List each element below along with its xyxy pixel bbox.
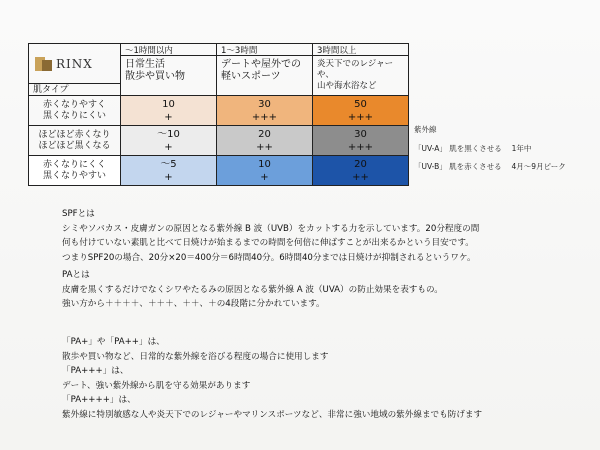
usage-line: 「PA++++」は、 <box>62 395 136 406</box>
row-label-line: ほどほど黒くなる <box>38 140 111 151</box>
pa-line: 皮膚を黒くするだけでなくシワやたるみの原因となる紫外線 A 波（UVA）の防止効果を表すもの。 <box>62 284 443 295</box>
spf-value: 30 <box>354 128 367 140</box>
cell-r2-c1 <box>121 126 217 156</box>
pa-value: + <box>164 171 173 183</box>
column-desc-3 <box>313 56 408 96</box>
row-label-line: 黒くなりやすい <box>42 170 106 181</box>
column-desc-2 <box>217 56 313 96</box>
row-label-1 <box>29 96 121 126</box>
column-desc-line: 山や海水浴など <box>317 81 377 91</box>
pa-title: PAとは <box>62 270 90 280</box>
uv-legend-uvb: 「UV-B」 肌を赤くさせる 4月〜9月ピーク <box>414 162 566 171</box>
logo-text: RINX <box>56 56 93 71</box>
pa-line: 強い方から＋＋＋＋、＋＋＋、＋＋、＋の4段階に分かれています。 <box>62 299 325 310</box>
row-label-2 <box>29 126 121 156</box>
skin-type-label: 肌タイプ <box>29 84 121 96</box>
spf-value: 10 <box>258 158 271 170</box>
spf-value: 〜5 <box>160 158 177 170</box>
cell-r2-c2 <box>217 126 313 156</box>
column-desc-line: 日常生活 <box>125 59 165 70</box>
cell-r3-c3 <box>313 156 408 185</box>
row-label-line: 赤くなりやすく <box>42 99 106 110</box>
usage-line: 「PA+」や「PA++」は、 <box>62 337 165 347</box>
pa-value: + <box>260 171 269 183</box>
pa-value: +++ <box>251 111 278 123</box>
pa-value: ++ <box>256 141 273 153</box>
spf-line: つまりSPF20の場合、20分×20＝400分＝6時間40分。6時間40分までは日焼けが抑制されるというワケ。 <box>62 252 476 263</box>
usage-line: 「PA+++」は、 <box>62 366 129 377</box>
usage-line: デート、強い紫外線から肌を守る効果があります <box>62 380 251 391</box>
cell-r2-c3 <box>313 126 408 156</box>
row-label-line: 黒くなりにくい <box>42 110 106 121</box>
row-label-line: ほどほど赤くなり <box>38 129 111 140</box>
rinx-logo-icon <box>35 55 53 73</box>
spf-value: 30 <box>258 98 271 110</box>
spf-line: 何も付けていない素肌と比べて日焼けが始まるまでの時間を何倍に伸ばすことが出来るかという目安です。 <box>62 238 474 249</box>
column-header-2: 1〜3時間 <box>217 44 313 56</box>
spf-pa-table <box>28 43 409 186</box>
cell-r3-c2 <box>217 156 313 185</box>
pa-value: + <box>164 141 173 153</box>
usage-line: 紫外線に特別敏感な人や炎天下でのレジャーやマリンスポーツなど、非常に強い地域の紫外線までも防げます <box>62 409 483 420</box>
pa-value: +++ <box>347 141 374 153</box>
pa-usage-section <box>62 335 482 423</box>
cell-r1-c1 <box>121 96 217 126</box>
column-desc-line: 散歩や買い物 <box>125 71 185 82</box>
column-desc-line: 炎天下でのレジャーや、 <box>317 59 394 80</box>
cell-r3-c1 <box>121 156 217 185</box>
spf-value: 20 <box>354 158 367 170</box>
row-label-line: 赤くなりにくく <box>42 159 106 170</box>
column-desc-line: デートや屋外での <box>221 59 301 70</box>
spf-value: 20 <box>258 128 271 140</box>
pa-value: +++ <box>347 111 374 123</box>
pa-section <box>62 268 443 312</box>
spf-line: シミやソバカス・皮膚ガンの原因となる紫外線 B 波（UVB）をカットする力を示しています。20分程度の間 <box>62 223 480 234</box>
spf-value: 50 <box>354 98 367 110</box>
column-desc-1 <box>121 56 217 96</box>
cell-r1-c3 <box>313 96 408 126</box>
logo-cell <box>29 44 121 84</box>
uv-legend-uva: 「UV-A」 肌を黒くさせる 1年中 <box>414 144 532 153</box>
column-header-1: 〜1時間以内 <box>121 44 217 56</box>
pa-value: + <box>164 111 173 123</box>
column-header-3: 3時間以上 <box>313 44 408 56</box>
usage-line: 散歩や買い物など、日常的な紫外線を浴びる程度の場合に使用します <box>62 351 329 362</box>
spf-title: SPFとは <box>62 209 95 219</box>
spf-value: 10 <box>162 98 175 110</box>
column-desc-line: 軽いスポーツ <box>221 71 281 82</box>
cell-r1-c2 <box>217 96 313 126</box>
pa-value: ++ <box>352 171 369 183</box>
uv-legend-title: 紫外線 <box>414 125 437 134</box>
spf-section <box>62 207 479 265</box>
row-label-3 <box>29 156 121 185</box>
spf-value: 〜10 <box>157 128 180 140</box>
